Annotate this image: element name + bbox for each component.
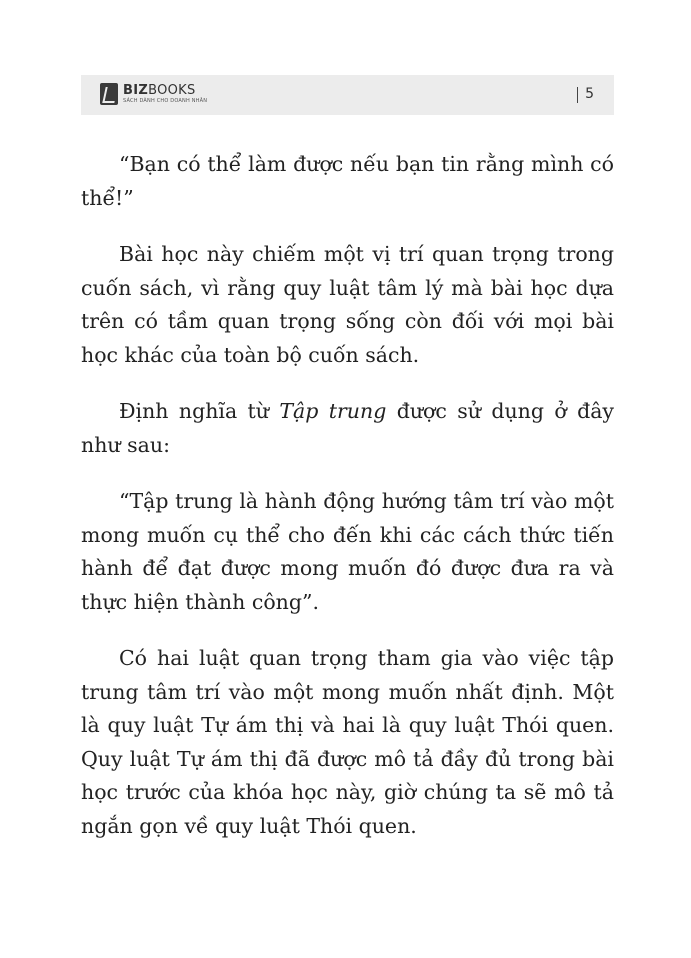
- bizbooks-logo-icon: [100, 83, 118, 105]
- logo-brand-bold: BIZ: [123, 83, 149, 98]
- paragraph-importance: Bài học này chiếm một vị trí quan trọng trong cuốn sách, vì rằng quy luật tâm lý mà bài học dựa trên có tầm quan trọng sống còn đối với mọi bài học khác của toàn bộ cuốn sách.: [81, 242, 614, 367]
- definition-intro-start: Định nghĩa từ: [119, 399, 280, 423]
- logo-brand-light: BOOKS: [148, 83, 196, 98]
- paragraph-two-laws: Có hai luật quan trọng tham gia vào việc tập trung tâm trí vào một mong muốn nhất định. Một là quy luật Tự ám thị và hai là quy luật Thói quen. Quy luật Tự ám thị đã được mô tả đầy đủ trong bài học trước của khóa học này, giờ chúng ta sẽ mô tả ngắn gọn về quy luật Thói quen.: [81, 646, 614, 838]
- definition-intro-end: được sử dụng ở đây như sau:: [81, 399, 614, 457]
- logo-text: [123, 84, 207, 104]
- definition-term: Tập trung: [279, 399, 387, 423]
- logo-brand: [123, 84, 207, 97]
- paragraph-definition: “Tập trung là hành động hướng tâm trí vào một mong muốn cụ thể cho đến khi các cách thức tiến hành để đạt được mong muốn đó được đưa ra và thực hiện thành công”.: [81, 489, 614, 614]
- page-number: 5: [585, 86, 594, 102]
- bizbooks-logo: [100, 83, 207, 105]
- page-number-divider: [577, 87, 578, 103]
- paragraph-quote: “Bạn có thể làm được nếu bạn tin rằng mình có thể!”: [81, 152, 614, 210]
- paragraph-definition-intro: [81, 395, 614, 462]
- page-body: [81, 148, 614, 866]
- page-header: [81, 75, 614, 115]
- logo-tagline: SÁCH DÀNH CHO DOANH NHÂN: [123, 98, 208, 104]
